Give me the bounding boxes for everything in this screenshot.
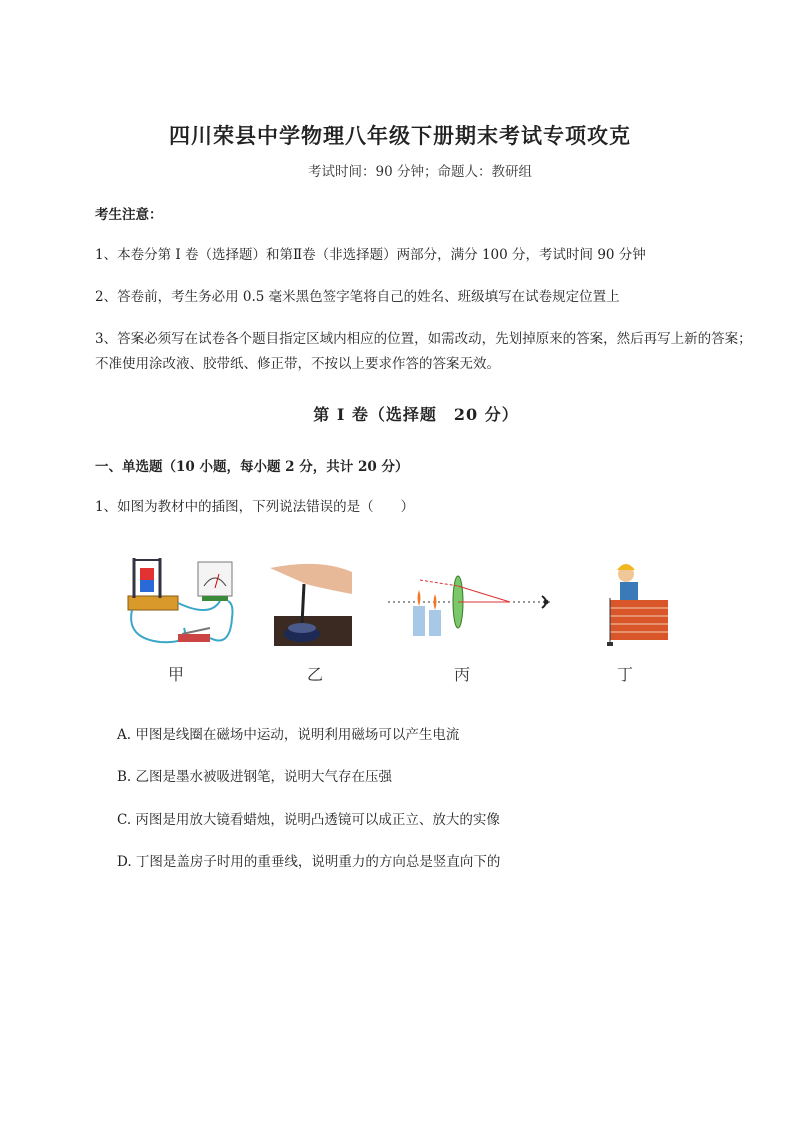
question-stem: 1、如图为教材中的插图，下列说法错误的是（ ）: [95, 499, 415, 515]
option-b: B. 乙图是墨水被吸进钢笔，说明大气存在压强: [117, 769, 393, 785]
notice-heading: 考生注意：: [95, 207, 163, 223]
notice-item: 1、本卷分第 I 卷（选择题）和第Ⅱ卷（非选择题）两部分，满分 100 分，考试时间 90 分钟: [95, 247, 646, 263]
document-title: 四川荣县中学物理八年级下册期末考试专项攻克: [169, 124, 631, 148]
document-subtitle: 考试时间：90 分钟；命题人：教研组: [308, 164, 532, 180]
option-d: D. 丁图是盖房子时用的重垂线，说明重力的方向总是竖直向下的: [117, 854, 501, 870]
notice-item: 3、答案必须写在试卷各个题目指定区域内相应的位置，如需改动，先划掉原来的答案，然后再写上新的答案；不准使用涂改液、胶带纸、修正带，不按以上要求作答的答案无效。: [95, 331, 752, 372]
section-title: 第 I 卷（选择题 20 分）: [313, 405, 519, 424]
figure-label-yi: 乙: [306, 665, 324, 684]
figure-ding-illustration: [607, 564, 668, 646]
section-heading: 一、单选题（10 小题，每小题 2 分，共计 20 分）: [95, 459, 409, 475]
option-c: C. 丙图是用放大镜看蜡烛，说明凸透镜可以成正立、放大的实像: [117, 812, 500, 828]
figure-jia-illustration: [128, 558, 233, 642]
notice-item: 2、答卷前，考生务必用 0.5 毫米黑色签字笔将自己的姓名、班级填写在试卷规定位置上: [95, 289, 620, 305]
figure-yi-illustration: [270, 564, 352, 646]
figure-label-ding: 丁: [616, 665, 634, 684]
option-a: A. 甲图是线圈在磁场中运动，说明利用磁场可以产生电流: [117, 727, 460, 743]
figure-label-jia: 甲: [167, 665, 185, 684]
question-figure: [120, 558, 680, 688]
figure-bing-illustration: [388, 576, 552, 636]
figure-label-bing: 丙: [453, 665, 471, 684]
